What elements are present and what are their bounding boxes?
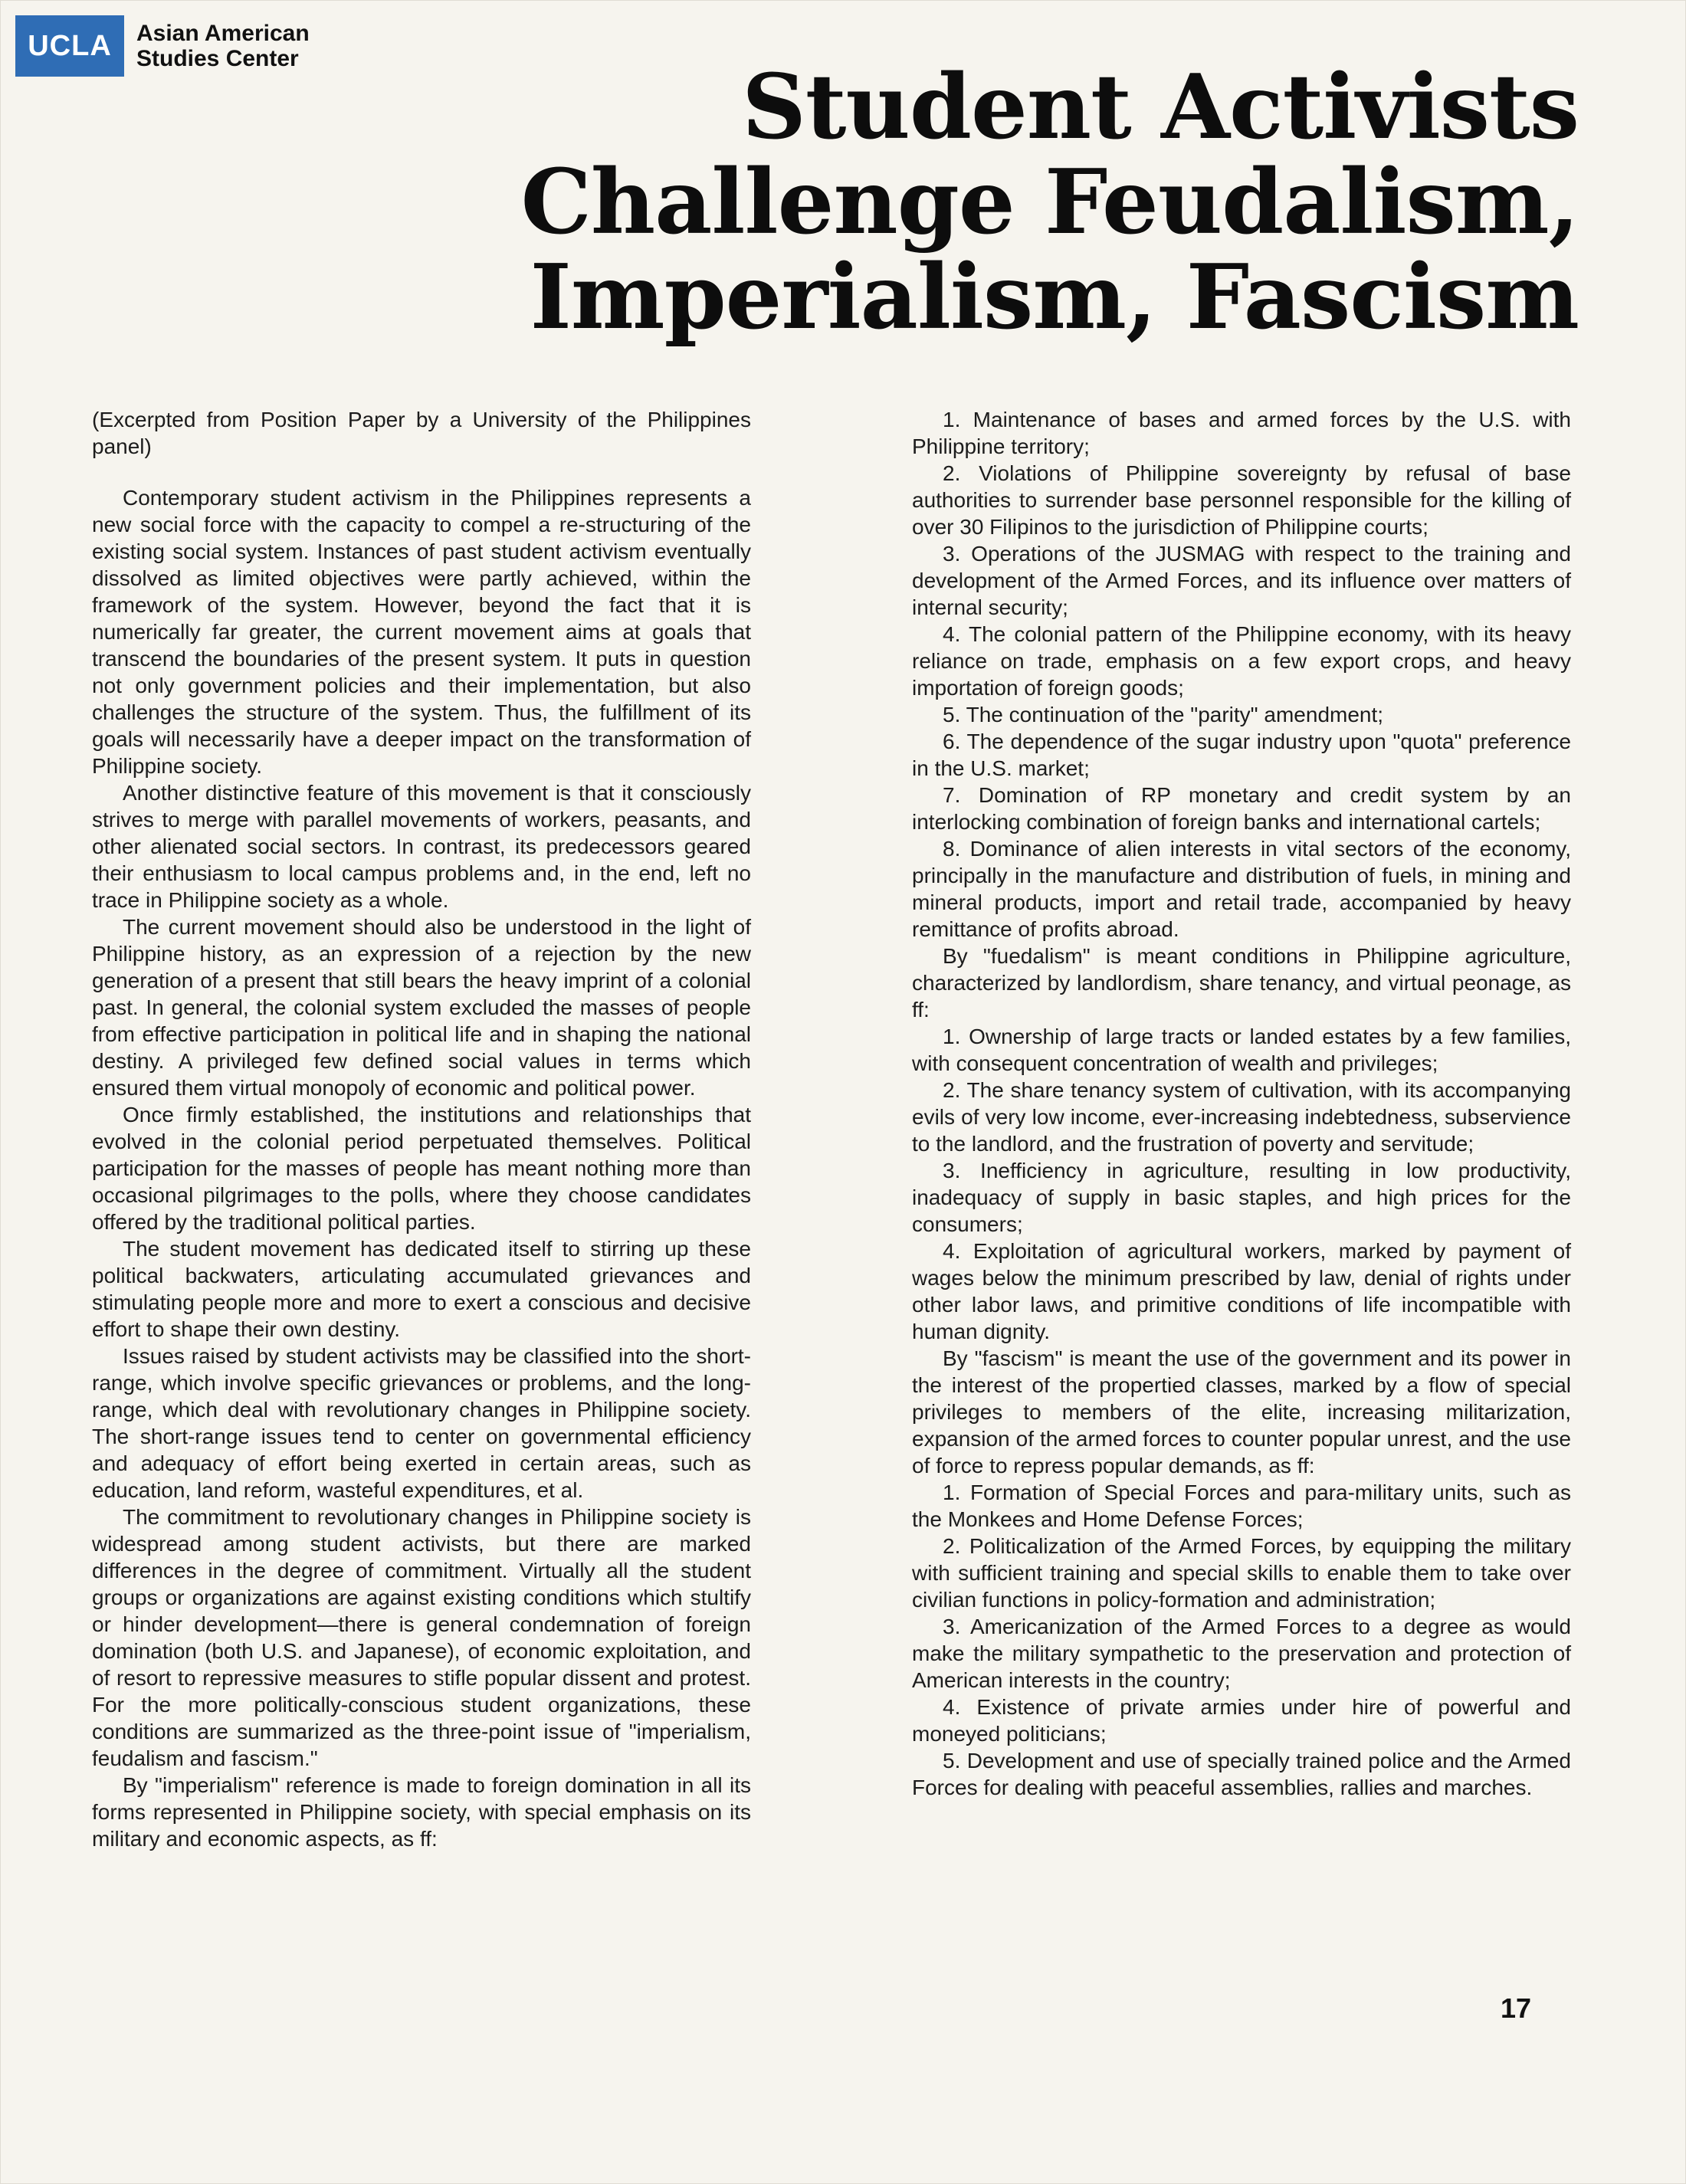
list-item: 3. Operations of the JUSMAG with respect to the training and development of the Armed Forces, and its influence over matters of internal security; (912, 542, 1571, 619)
paragraph: Another distinctive feature of this movement is that it consciously strives to merge with parallel movements of workers, peasants, and other alienated social sectors. In contrast, its predecessors geared their enthusiasm to local campus problems and, in the end, left no trace in Philippine society as a whole. (92, 781, 751, 912)
list-item: 2. The share tenancy system of cultivation, with its accompanying evils of very low income, ever-increasing indebtedness, subservience to the landlord, and the frustration of poverty and servitude; (912, 1078, 1571, 1156)
paragraph: Once firmly established, the institutions and relationships that evolved in the colonial period perpetuated themselves. Political participation for the masses of people has meant nothing more than occasional pilgrimages to the polls, where they choose candidates offered by the traditional political parties. (92, 1103, 751, 1234)
paragraph: Contemporary student activism in the Philippines represents a new social force with the capacity to compel a re-structuring of the existing social system. Instances of past student activism eventually dissolved as limited objectives were partly achieved, within the framework of the system. However, beyond the fact that it is numerically far greater, the current movement aims at goals that transcend the boundaries of the present system. It puts in question not only government policies and their implementation, but also challenges the structure of the system. Thus, the fulfillment of its goals will necessarily have a deeper impact on the transformation of Philippine society. (92, 486, 751, 778)
paragraph: The student movement has dedicated itself to stirring up these political backwaters, articulating accumulated grievances and stimulating people more and more to exert a conscious and decisive effort to shape their own destiny. (92, 1237, 751, 1341)
center-name-line1: Asian American (136, 21, 310, 46)
list-item: 1. Ownership of large tracts or landed estates by a few families, with consequent concentration of wealth and privileges; (912, 1025, 1571, 1075)
list-item: 2. Violations of Philippine sovereignty by refusal of base authorities to surrender base personnel responsible for the killing of over 30 Filipinos to the jurisdiction of Philippine courts; (912, 461, 1571, 539)
list-item: 4. The colonial pattern of the Philippine economy, with its heavy reliance on trade, emphasis on a few export crops, and heavy importation of foreign goods; (912, 622, 1571, 700)
list-item: 3. Inefficiency in agriculture, resulting in low productivity, inadequacy of supply in basic staples, and high prices for the consumers; (912, 1159, 1571, 1236)
headline-line2: Challenge Feudalism, (520, 150, 1579, 254)
ucla-logo-box: UCLA (15, 15, 124, 77)
list-item: 3. Americanization of the Armed Forces to a degree as would make the military sympathetic to the preservation and protection of American interests in the country; (912, 1615, 1571, 1692)
paragraph: By "fuedalism" is meant conditions in Philippine agriculture, characterized by landlordism, share tenancy, and virtual peonage, as ff: (912, 944, 1571, 1021)
list-item: 4. Exploitation of agricultural workers, marked by payment of wages below the minimum prescribed by law, denial of rights under other labor laws, and primitive conditions of life incompatible with human dignity. (912, 1239, 1571, 1343)
list-item: 1. Formation of Special Forces and para-military units, such as the Monkees and Home Defense Forces; (912, 1481, 1571, 1531)
paragraph: By "imperialism" reference is made to foreign domination in all its forms represented in Philippine society, with special emphasis on its military and economic aspects, as ff: (92, 1773, 751, 1851)
list-item: 1. Maintenance of bases and armed forces by the U.S. with Philippine territory; (912, 408, 1571, 458)
article-headline (199, 55, 1579, 349)
paragraph: By "fascism" is meant the use of the government and its power in the interest of the propertied classes, marked by a flow of special privileges to members of the elite, increasing militarization, expansion of the armed forces to counter popular unrest, and the use of force to repress popular demands, as ff: (912, 1346, 1571, 1477)
list-item: 6. The dependence of the sugar industry upon "quota" preference in the U.S. market; (912, 730, 1571, 780)
list-item: 8. Dominance of alien interests in vital sectors of the economy, principally in the manufacture and distribution of fuels, in mining and mineral products, import and retail trade, accompanied by heavy remittance of profits abroad. (912, 837, 1571, 941)
list-item: 2. Politicalization of the Armed Forces, by equipping the military with sufficient training and special skills to enable them to take over civilian functions in policy-formation and administration; (912, 1534, 1571, 1612)
paragraph: The current movement should also be understood in the light of Philippine history, as an expression of a rejection by the new generation of a present that still bears the heavy imprint of a colonial past. In general, the colonial system excluded the masses of people from effective participation in political life and in shaping the national destiny. A privileged few defined social values in terms which ensured them virtual monopoly of economic and political power. (92, 915, 751, 1100)
list-item: 4. Existence of private armies under hire of powerful and moneyed politicians; (912, 1695, 1571, 1746)
right-column (912, 406, 1571, 1801)
list-item: 5. Development and use of specially trained police and the Armed Forces for dealing with peaceful assemblies, rallies and marches. (912, 1749, 1571, 1799)
center-name-line2: Studies Center (136, 46, 299, 71)
page-number: 17 (1501, 1992, 1532, 2024)
paragraph: The commitment to revolutionary changes in Philippine society is widespread among student activists, but there are marked differences in the degree of commitment. Virtually all the student groups or organizations are against existing conditions which stultify or hinder development—there is general condemnation of foreign domination (both U.S. and Japanese), of economic exploitation, and of resort to repressive measures to stifle popular dissent and protest. For the more politically-conscious student organizations, these conditions are summarized as the three-point issue of "imperialism, feudalism and fascism." (92, 1505, 751, 1770)
list-item: 7. Domination of RP monetary and credit system by an interlocking combination of foreign banks and international cartels; (912, 783, 1571, 834)
list-item: 5. The continuation of the "parity" amendment; (943, 703, 1384, 726)
paragraph: Issues raised by student activists may be classified into the short-range, which involve specific grievances or problems, and the long-range, which deal with revolutionary changes in Philippine society. The short-range issues tend to center on governmental efficiency and adequacy of effort being exerted in certain areas, such as education, land reform, wasteful expenditures, et al. (92, 1344, 751, 1502)
excerpt-note: (Excerpted from Position Paper by a University of the Philippines panel) (92, 408, 751, 458)
left-column (92, 406, 751, 1852)
headline-line1: Student Activists (742, 55, 1579, 159)
headline-line3: Imperialism, Fascism (530, 245, 1579, 349)
